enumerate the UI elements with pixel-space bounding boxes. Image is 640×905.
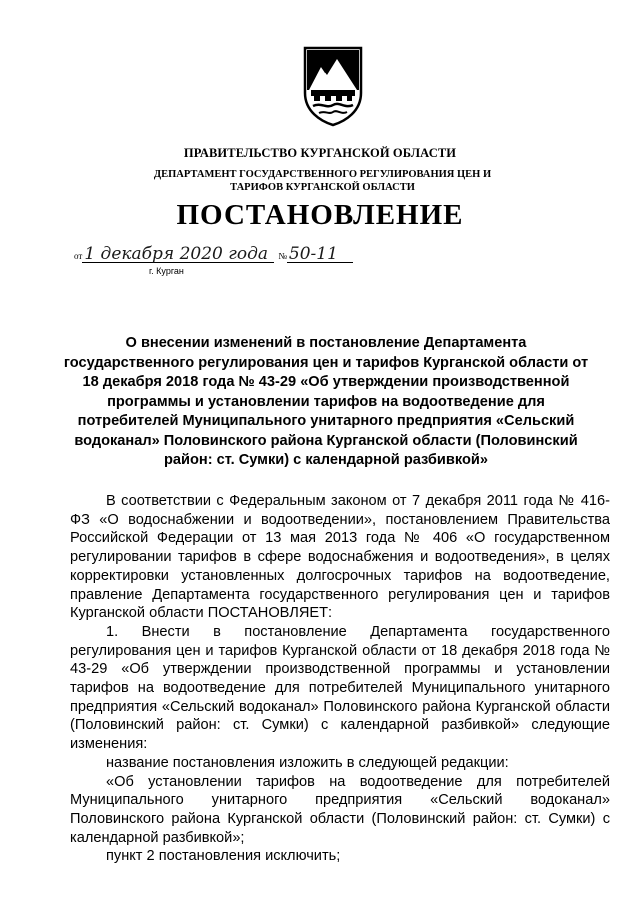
paragraph-new-title: «Об установлении тарифов на водоотведение для потребителей Муниципального унитарного предприятия «Сельский водоканал» Половинского района Курганской области (Половинский район: ст. Сумки) с календарной разбивкой»;	[70, 773, 610, 846]
date-line	[74, 246, 353, 264]
handwritten-date: 1 декабря 2020 года	[82, 246, 274, 263]
coat-of-arms-icon	[299, 45, 367, 127]
paragraph-rename: название постановления изложить в следующей редакции:	[106, 754, 509, 771]
paragraph-preamble: В соответствии с Федеральным законом от 7 декабря 2011 года № 416-ФЗ «О водоснабжении и водоотведении», постановлением Правительства Российской Федерации от 13 мая 2013 года № 406 «О государственном регулировании тарифов в сфере водоснабжения и водоотведения», в целях корректировки установленных долгосрочных тарифов на водоотведение, правление Департамента государственного регулирования цен и тарифов Курганской области ПОСТАНОВЛЯЕТ:	[70, 493, 610, 622]
document-heading: О внесении изменений в постановление Департамента государственного регулирования цен и тарифов Курганской области от 18 декабря 2018 года № 43-29 «Об утверждении производственной программы и установлении тарифов на водоотведение для потребителей Муниципального унитарного предприятия «Сельский водоканал» Половинского района Курганской области (Половинский район: ст. Сумки) с календарной разбивкой»	[63, 335, 589, 468]
department-title: ДЕПАРТАМЕНТ ГОСУДАРСТВЕННОГО РЕГУЛИРОВАНИЯ ЦЕН И ТАРИФОВ КУРГАНСКОЙ ОБЛАСТИ	[153, 169, 492, 193]
paragraph-item-1: 1. Внести в постановление Департамента государственного регулирования цен и тарифов Курганской области от 18 декабря 2018 года № 43-29 «Об утверждении производственной программы и установлении тарифов на водоотведение для потребителей Муниципального унитарного предприятия «Сельский водоканал» Половинского района Курганской области (Половинский район: ст. Сумки) с календарной разбивкой» следующие изменения:	[70, 623, 610, 753]
government-title: ПРАВИТЕЛЬСТВО КУРГАНСКОЙ ОБЛАСТИ	[183, 146, 457, 160]
handwritten-number: 50-11	[287, 246, 353, 263]
number-label: №	[278, 251, 287, 261]
document-type: ПОСТАНОВЛЕНИЕ	[176, 199, 464, 231]
paragraph-remove-clause: пункт 2 постановления исключить;	[106, 848, 341, 865]
date-prefix: от	[74, 251, 83, 261]
city: г. Курган	[149, 266, 184, 276]
document-body	[70, 492, 610, 866]
